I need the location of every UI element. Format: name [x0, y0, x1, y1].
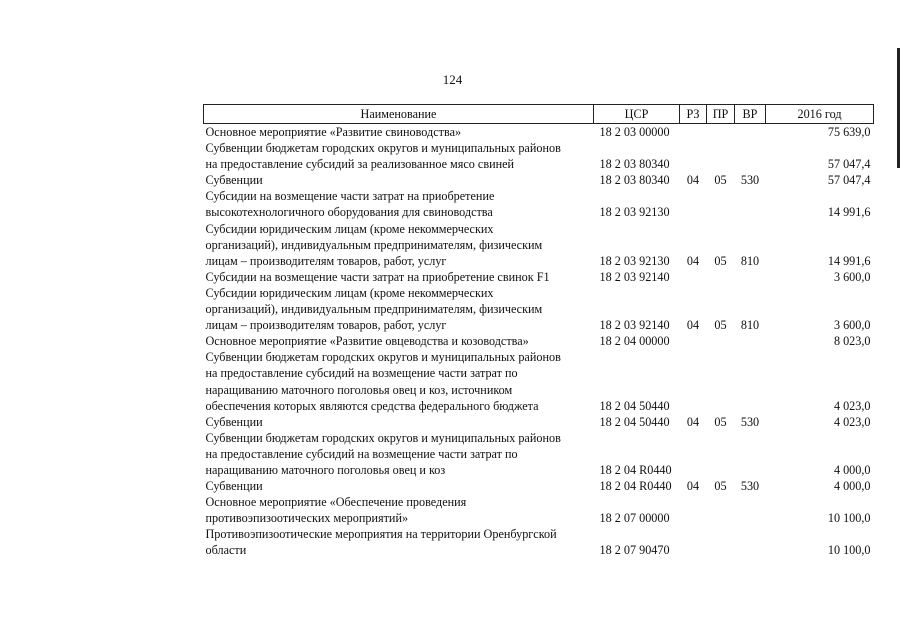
row-csr-code: 18 2 03 80340 [599, 157, 670, 172]
row-vr-code [735, 526, 766, 558]
row-name: Субсидии на возмещение части затрат на приобретение высокотехнологичного оборудования для свиноводства [205, 189, 495, 220]
row-name: Субвенции [205, 414, 263, 429]
row-name: Субсидии на возмещение части затрат на приобретение свинок F1 [205, 269, 550, 284]
table-row [204, 349, 874, 413]
row-csr-code: 18 2 04 50440 [599, 414, 670, 429]
row-rz-code: 04 [686, 479, 700, 494]
row-amount: 4 023,0 [833, 398, 871, 413]
row-vr-code [735, 269, 766, 285]
row-pr-code [707, 430, 735, 478]
row-csr-code: 18 2 04 R0440 [599, 462, 672, 477]
column-header-year: 2016 год [766, 105, 874, 124]
row-csr-code: 18 2 04 R0440 [599, 479, 672, 494]
table-row [204, 430, 874, 478]
row-pr-code [707, 269, 735, 285]
row-amount: 3 600,0 [833, 318, 871, 333]
row-amount: 4 000,0 [833, 462, 871, 477]
row-csr-code: 18 2 07 90470 [599, 543, 670, 558]
row-rz-code [680, 188, 707, 220]
row-rz-code [680, 333, 707, 349]
budget-table [203, 104, 874, 559]
row-name: Субвенции [205, 173, 263, 188]
row-vr-code: 810 [740, 253, 760, 268]
table-row [204, 478, 874, 494]
row-pr-code: 05 [714, 414, 727, 429]
table-header [204, 105, 874, 124]
row-rz-code: 04 [686, 173, 700, 188]
row-pr-code [707, 333, 735, 349]
row-amount: 10 100,0 [827, 511, 871, 526]
row-rz-code: 04 [686, 253, 700, 268]
row-csr-code: 18 2 03 80340 [599, 173, 670, 188]
row-vr-code: 530 [740, 173, 760, 188]
column-header-pr: ПР [707, 105, 735, 124]
row-amount: 75 639,0 [827, 125, 871, 139]
row-name: Субвенции бюджетам городских округов и муниципальных районов на предоставление субсидий за реализованное мясо свиней [205, 141, 561, 172]
table-row [204, 124, 874, 141]
row-csr-code: 18 2 07 00000 [599, 511, 670, 526]
column-header-name: Наименование [204, 105, 594, 124]
row-rz-code [680, 269, 707, 285]
row-rz-code [680, 140, 707, 172]
table-row [204, 269, 874, 285]
row-amount: 8 023,0 [833, 334, 871, 349]
row-vr-code [735, 124, 766, 141]
row-vr-code [735, 188, 766, 220]
page-edge-mark [897, 48, 900, 168]
table-row [204, 140, 874, 172]
row-csr-code: 18 2 03 92140 [599, 318, 670, 333]
row-pr-code: 05 [714, 253, 727, 268]
row-name: Субвенции [205, 479, 263, 494]
row-amount: 3 600,0 [833, 269, 871, 284]
table-row [204, 414, 874, 430]
row-name: Основное мероприятие «Развитие свиноводства» [205, 125, 462, 139]
row-amount: 57 047,4 [827, 157, 871, 172]
row-csr-code: 18 2 04 50440 [599, 398, 670, 413]
row-pr-code [707, 188, 735, 220]
row-name: Основное мероприятие «Обеспечение проведения противоэпизоотических мероприятий» [205, 495, 467, 526]
row-pr-code [707, 124, 735, 141]
column-header-vr: ВР [735, 105, 766, 124]
row-pr-code [707, 494, 735, 526]
row-vr-code: 810 [740, 318, 760, 333]
row-pr-code [707, 349, 735, 413]
row-amount: 14 991,6 [827, 253, 871, 268]
row-csr-code: 18 2 03 92130 [599, 205, 670, 220]
row-csr-code: 18 2 03 92130 [599, 253, 670, 268]
row-csr-code: 18 2 03 00000 [599, 125, 670, 139]
row-pr-code: 05 [714, 318, 727, 333]
table-row [204, 188, 874, 220]
table-row [204, 172, 874, 188]
row-amount: 4 023,0 [833, 414, 871, 429]
table-row [204, 285, 874, 333]
row-rz-code [680, 124, 707, 141]
row-pr-code [707, 526, 735, 558]
row-name: Субсидии юридическим лицам (кроме некоммерческих организаций), индивидуальным предпринимателям, физическим лицам – производителям товаров, работ, услуг [205, 221, 543, 268]
row-vr-code: 530 [740, 479, 760, 494]
row-vr-code [735, 349, 766, 413]
row-name: Субвенции бюджетам городских округов и муниципальных районов на предоставление субсидий на возмещение части затрат по наращиванию маточного поголовья овец и коз [205, 430, 561, 477]
row-vr-code [735, 333, 766, 349]
row-vr-code: 530 [740, 414, 760, 429]
row-vr-code [735, 494, 766, 526]
header-row [204, 105, 874, 124]
table-row [204, 494, 874, 526]
row-pr-code: 05 [714, 173, 727, 188]
row-rz-code [680, 526, 707, 558]
row-rz-code [680, 349, 707, 413]
row-rz-code [680, 494, 707, 526]
page-number: 124 [442, 72, 463, 87]
row-amount: 14 991,6 [827, 205, 871, 220]
table-body [204, 124, 874, 559]
row-amount: 57 047,4 [827, 173, 871, 188]
row-rz-code [680, 430, 707, 478]
row-name: Субсидии юридическим лицам (кроме некоммерческих организаций), индивидуальным предпринимателям, физическим лицам – производителям товаров, работ, услуг [205, 285, 543, 333]
row-csr-code: 18 2 04 00000 [599, 334, 670, 349]
row-rz-code: 04 [686, 318, 700, 333]
table-row [204, 221, 874, 269]
column-header-csr: ЦСР [594, 105, 680, 124]
column-header-rz: РЗ [680, 105, 707, 124]
row-pr-code [707, 140, 735, 172]
row-name: Основное мероприятие «Развитие овцеводства и козоводства» [205, 334, 529, 349]
row-vr-code [735, 140, 766, 172]
row-amount: 4 000,0 [833, 479, 871, 494]
row-csr-code: 18 2 03 92140 [599, 269, 670, 284]
row-amount: 10 100,0 [827, 543, 871, 558]
row-name: Противоэпизоотические мероприятия на территории Оренбургской области [205, 527, 557, 558]
row-pr-code: 05 [714, 479, 727, 494]
table-row [204, 333, 874, 349]
row-rz-code: 04 [686, 414, 700, 429]
row-vr-code [735, 430, 766, 478]
row-name: Субвенции бюджетам городских округов и муниципальных районов на предоставление субсидий на возмещение части затрат по наращиванию маточного поголовья овец и коз, источником обеспечения которых являются средства федерального бюджета [205, 350, 561, 413]
table-row [204, 526, 874, 558]
